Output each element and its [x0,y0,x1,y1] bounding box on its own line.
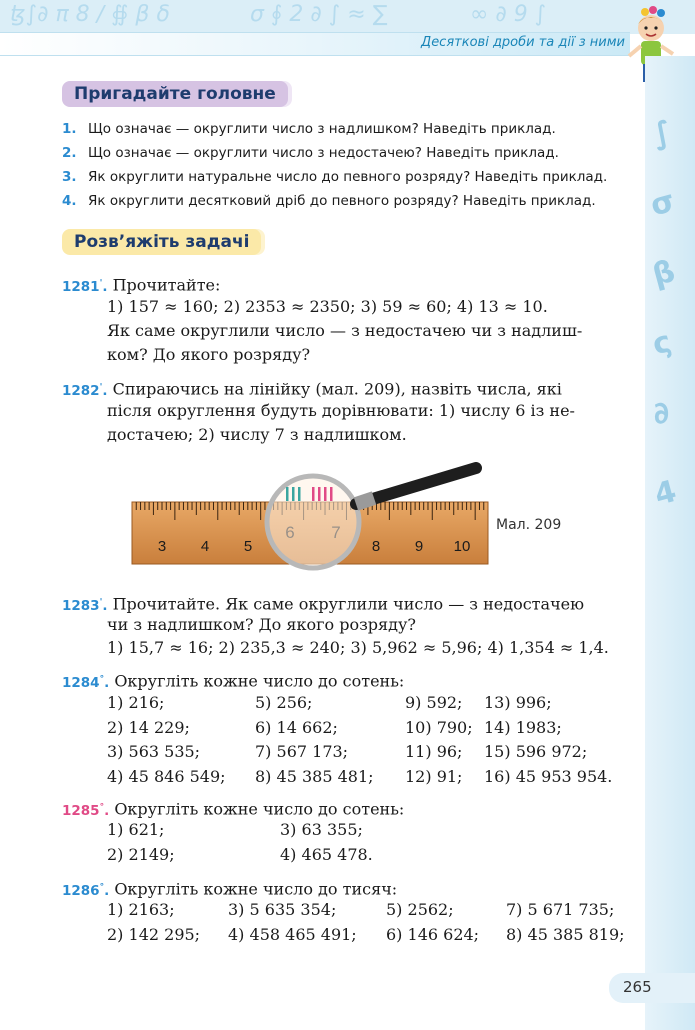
ruler-label: 8 [371,538,381,555]
right-decor-band: ∫ σ β ς ∂ 4 [645,56,695,1030]
problem-1282: 1282'. Спираючись на лінійку (мал. 209), назвіть числа, які [62,379,562,399]
top-decor-band: ꜩ∫∂ π 8 ∕ ∯ β δ σ ∮ 2 ∂ ∫ ≈ ∑ ∞ ∂ 9 ∫ [0,0,695,34]
problem-line: чи з надлишком? До якого розряду? [107,615,416,634]
answer-column: 5) 2562; 6) 146 624; [386,900,480,944]
problem-line: достачею; 2) числу 7 з надлишком. [107,425,407,444]
problem-number: 1282'. [62,382,108,399]
answer-column: 3) 5 635 354; 4) 458 465 491; [228,900,357,944]
answer-column: 7) 5 671 735; 8) 45 385 819; [506,900,625,944]
problem-line: 1) 157 ≈ 160; 2) 2353 ≈ 2350; 3) 59 ≈ 60; 4) 13 ≈ 10. [107,297,548,316]
answer-column: 3) 63 355; 4) 465 478. [280,820,373,864]
problem-number: 1281'. [62,278,108,295]
problem-number: 1284°. [62,674,110,691]
problem-number: 1285°. [62,802,110,819]
ruler-label: 5 [243,538,253,555]
problem-line: Як саме округлили число — з недостачею чи з надлиш- [107,321,583,340]
problem-1286: 1286°. Округліть кожне число до тисяч: [62,879,398,899]
ruler-label: 10 [453,538,471,555]
ruler-magnifier-figure [130,462,490,572]
problem-1284: 1284°. Округліть кожне число до сотень: [62,671,405,691]
answer-column: 1) 216; 2) 14 229; 3) 563 535; 4) 45 846 549; [107,693,226,786]
ruler-label: 3 [157,538,167,555]
page-number: 265 [623,978,652,996]
problem-number: 1286°. [62,882,110,899]
problem-line: 1) 15,7 ≈ 16; 2) 235,3 ≈ 240; 3) 5,962 ≈ 5,96; 4) 1,354 ≈ 1,4. [107,638,609,657]
ruler-label: 9 [414,538,424,555]
page-number-tab [609,973,695,1003]
question-item: 4. Як округлити десятковий дріб до певного розряду? Наведіть приклад. [62,193,596,209]
answer-column: 1) 2163; 2) 142 295; [107,900,201,944]
section-title-solve: Розв’яжіть задачі [62,229,261,255]
ruler-label: 4 [200,538,210,555]
problem-line: ком? До якого розряду? [107,345,311,364]
problem-number: 1283'. [62,597,108,614]
answer-column: 9) 592; 10) 790; 11) 96; 12) 91; [405,693,473,786]
question-item: 2. Що означає — округлити число з недостачею? Наведіть приклад. [62,145,559,161]
problem-1281: 1281'. Прочитайте: [62,275,221,295]
section-title-remember: Пригадайте головне [62,81,288,107]
answer-column: 1) 621; 2) 2149; [107,820,175,864]
answer-column: 5) 256; 6) 14 662; 7) 567 173; 8) 45 385 481; [255,693,374,786]
question-item: 1. Що означає — округлити число з надлишком? Наведіть приклад. [62,121,556,137]
problem-1283: 1283'. Прочитайте. Як саме округлили число — з недостачею [62,594,585,614]
problem-1285: 1285°. Округліть кожне число до сотень: [62,799,405,819]
figure-caption: Мал. 209 [496,517,562,533]
question-item: 3. Як округлити натуральне число до певного розряду? Наведіть приклад. [62,169,608,185]
problem-line: після округлення будуть дорівнювати: 1) числу 6 із не- [107,401,575,420]
answer-column: 13) 996; 14) 1983; 15) 596 972; 16) 45 953 954. [484,693,613,786]
chapter-title: Десяткові дроби та дії з ними [421,35,625,50]
